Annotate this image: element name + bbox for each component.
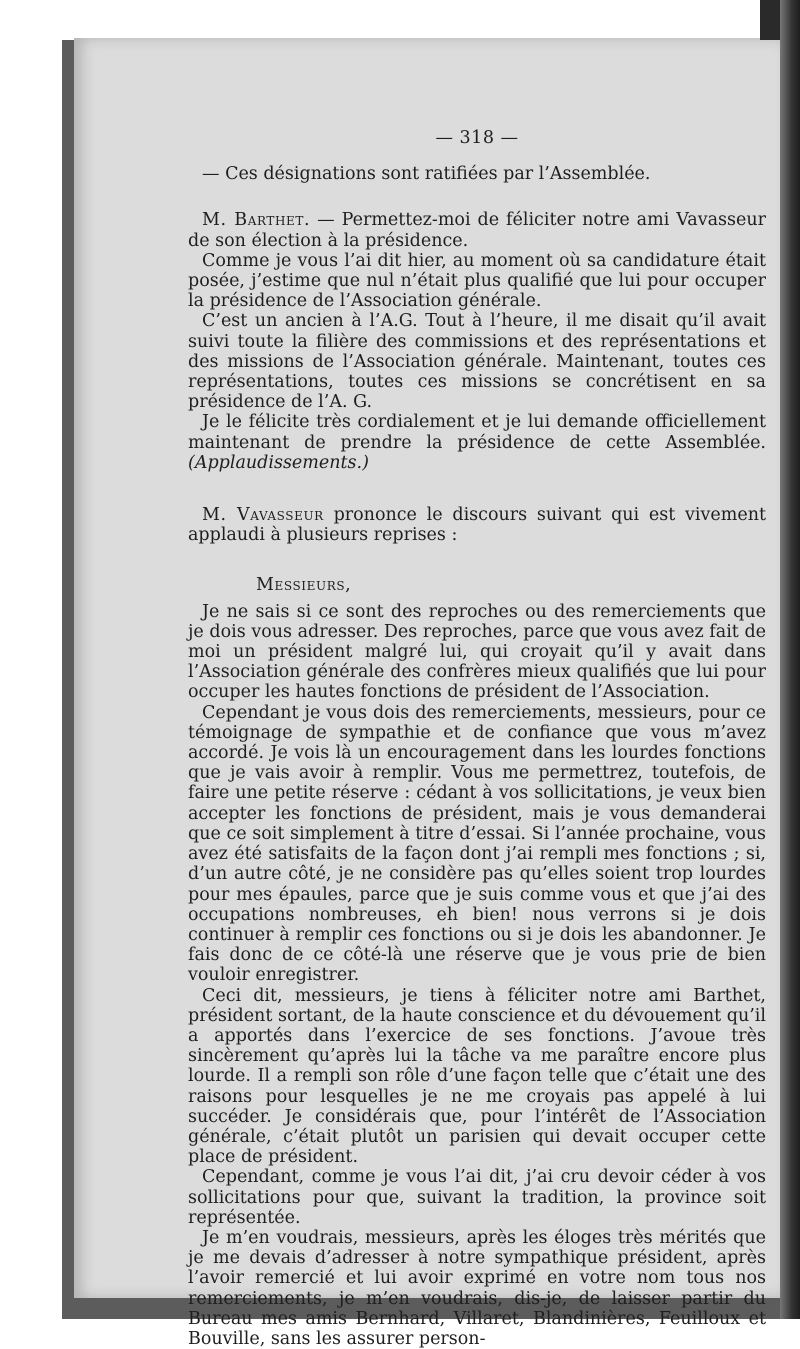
barthet-intro-text: — Permettez-moi de féliciter notre ami Vavasseur de son élection à la présidence. — [188, 210, 766, 251]
paragraph-bureau: Je m’en voudrais, messieurs, après les éloges très mérités que je me devais d’adresser à notre sympathique président, après l’avoir remercié et lui avoir exprimé en votre nom tous nos remerciements, je m’en voudrais, dis-je, de laisser partir du Bureau mes amis Bernhard, Villaret, Blandinières, Feuilloux et Bouville, sans les assurer person- — [188, 1227, 766, 1349]
felicitations-text: Je le félicite très cordialement et je lui demande officiellement maintenant de prendre la présidence de cette Assemblée. — [188, 412, 766, 453]
paragraph-barthet-intro — [188, 210, 766, 250]
speaker-barthet: M. Barthet. — [202, 210, 311, 231]
vavasseur-intro-text: prononce le discours suivant qui est vivement applaudi à plusieurs reprises : — [188, 505, 767, 546]
salutation: Messieurs, — [256, 575, 352, 596]
speaker-vavasseur: M. Vavasseur — [202, 505, 324, 526]
paragraph-vavasseur-intro — [188, 505, 766, 545]
paragraph-felicitations — [188, 412, 766, 473]
paragraph-candidature: Comme je vous l’ai dit hier, au moment où sa candidature était posée, j’estime que nul n’était plus qualifié que lui pour occuper la présidence de l’Association générale. — [188, 250, 766, 312]
applause-note: (Applaudissements.) — [188, 452, 369, 473]
paragraph-ancien-ag: C’est un ancien à l’A.G. Tout à l’heure, il me disait qu’il avait suivi toute la filière des commissions et des représentations et des missions de l’Association générale. Maintenant, toutes ces représentations, toutes ces missions se concrétisent en sa présidence de l’A. G. — [188, 311, 766, 413]
page-edge — [780, 0, 800, 1319]
paragraph-reproches: Je ne sais si ce sont des reproches ou des remerciements que je dois vous adresser. Des reproches, parce que vous avez fait de moi un président malgré lui, qui croyait qu’il y avait dans l’Association générale des confrères mieux qualifiés que lui pour occuper les hautes fonctions de président de l’Association. — [188, 601, 766, 703]
paragraph-province: Cependant, comme je vous l’ai dit, j’ai cru devoir céder à vos sollicitations pour que, suivant la tradition, la province soit représentée. — [188, 1167, 766, 1228]
page-text — [188, 128, 766, 1349]
paragraph-ratification: — Ces désignations sont ratifiées par l’Assemblée. — [202, 164, 651, 185]
paragraph-remerciements: Cependant je vous dois des remerciements, messieurs, pour ce témoignage de sympathie et de confiance que vous m’avez accordé. Je vois là un encouragement dans les lourdes fonctions que je vais avoir à remplir. Vous me permettrez, toutefois, de faire une petite réserve : cédant à vos sollicitations, je veux bien accepter les fonctions de président, mais je vous demanderai que ce soit simplement à titre d’essai. Si l’année prochaine, vous avez été satisfaits de la façon dont j’ai rempli mes fonctions ; si, d’un autre côté, je ne considère pas qu’elles soient trop lourdes pour mes épaules, parce que je suis comme vous et que j’ai des occupations nombreuses, eh bien! nous verrons si je dois continuer à remplir ces fonctions ou si je dois les abandonner. Je fais donc de ce côté-là une réserve que je vous prie de bien vouloir enregistrer. — [188, 702, 766, 986]
paragraph-feliciter-barthet: Ceci dit, messieurs, je tiens à féliciter notre ami Barthet, président sortant, de la haute conscience et du dévouement qu’il a apportés dans l’exercice de ses fonctions. J’avoue très sincèrement qu’après lui la tâche va me paraître encore plus lourde. Il a rempli son rôle d’une façon telle que c’était une des raisons pour lesquelles je ne me croyais pas appelé à lui succéder. Je considérais que, pour l’intérêt de l’Association générale, c’était plutôt un parisien qui devait occuper cette place de président. — [188, 985, 766, 1168]
page-number: — 318 — — [435, 128, 519, 148]
